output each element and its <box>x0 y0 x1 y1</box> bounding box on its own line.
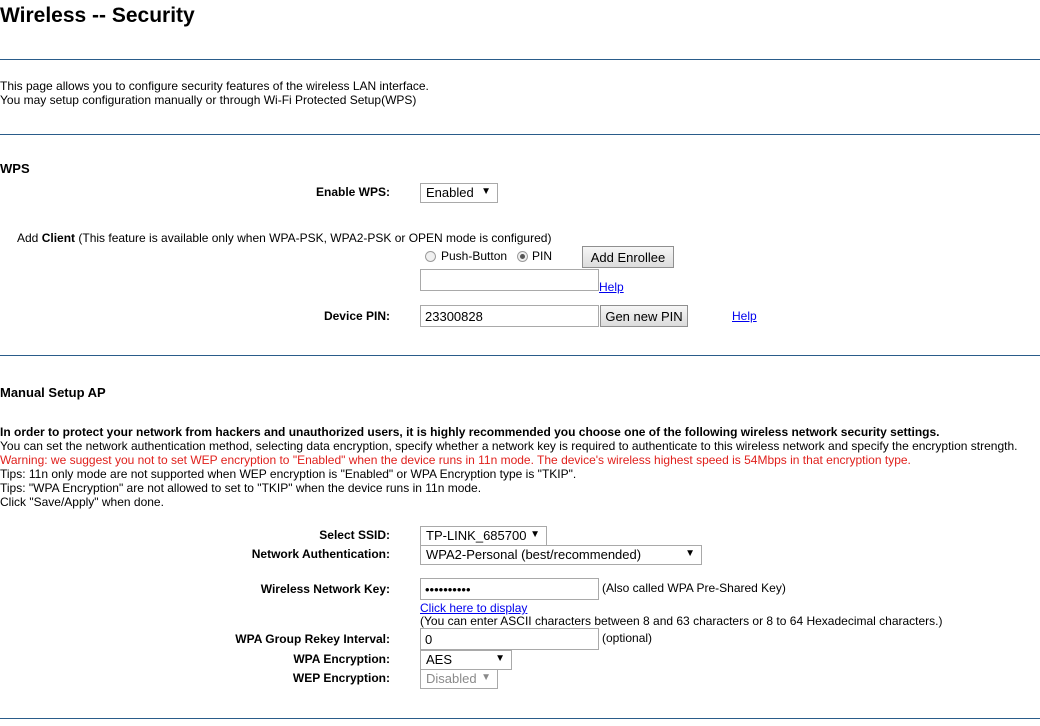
enable-wps-select[interactable] <box>420 183 498 203</box>
wps-heading: WPS <box>0 161 30 176</box>
wep-encryption-value: Disabled <box>426 671 477 686</box>
network-auth-select[interactable] <box>420 545 702 565</box>
help-link-2[interactable]: Help <box>732 309 757 323</box>
device-pin-input[interactable]: 23300828 <box>420 305 599 327</box>
manual-setup-heading: Manual Setup AP <box>0 385 106 400</box>
save-apply-note: Click "Save/Apply" when done. <box>0 495 164 509</box>
network-auth-value: WPA2-Personal (best/recommended) <box>426 547 642 562</box>
page-title: Wireless -- Security <box>0 4 195 27</box>
ssid-value: TP-LINK_685700 <box>426 528 527 543</box>
chevron-down-icon: ▼ <box>481 186 491 197</box>
enrollee-pin-input[interactable] <box>420 269 599 291</box>
pin-label: PIN <box>532 249 553 263</box>
divider <box>0 718 1040 719</box>
push-button-label: Push-Button <box>441 249 508 263</box>
tip-2: Tips: "WPA Encryption" are not allowed to set to "TKIP" when the device runs in 11n mode. <box>0 481 482 495</box>
rekey-optional-note: (optional) <box>602 631 653 645</box>
select-ssid-label: Select SSID: <box>319 528 390 542</box>
ssid-select[interactable] <box>420 526 547 546</box>
rekey-interval-input[interactable]: 0 <box>420 628 599 650</box>
wpa-encryption-value: AES <box>426 652 453 667</box>
network-auth-label: Network Authentication: <box>251 547 390 561</box>
add-enrollee-button[interactable]: Add Enrollee <box>582 246 674 268</box>
intro-line-1: This page allows you to configure security features of the wireless LAN interface. <box>0 79 429 93</box>
wireless-key-label: Wireless Network Key: <box>260 582 390 596</box>
push-button-radio[interactable] <box>425 251 436 262</box>
wpa-encryption-label: WPA Encryption: <box>293 652 390 666</box>
key-length-hint: (You can enter ASCII characters between 8 and 63 characters or 8 to 64 Hexadecimal characters.) <box>420 614 943 628</box>
wep-warning: Warning: we suggest you not to set WEP encryption to "Enabled" when the device runs in 11n mode. The device's wireless highest speed is 54Mbps in that encryption type. <box>0 453 911 467</box>
click-to-display-link[interactable]: Click here to display <box>420 601 528 615</box>
key-note: (Also called WPA Pre-Shared Key) <box>602 581 786 595</box>
intro-line-2: You may setup configuration manually or through Wi-Fi Protected Setup(WPS) <box>0 93 417 107</box>
wpa-encryption-select[interactable] <box>420 650 512 670</box>
add-client-text: Add Client (This feature is available only when WPA-PSK, WPA2-PSK or OPEN mode is configured) <box>17 231 552 245</box>
chevron-down-icon: ▼ <box>481 672 491 683</box>
wireless-key-input[interactable]: •••••••••• <box>420 578 599 600</box>
wep-encryption-label: WEP Encryption: <box>292 671 390 685</box>
enable-wps-value: Enabled <box>426 185 474 200</box>
rekey-interval-label: WPA Group Rekey Interval: <box>235 632 390 646</box>
divider <box>0 59 1040 60</box>
pin-radio[interactable] <box>517 251 528 262</box>
gen-new-pin-button[interactable]: Gen new PIN <box>600 305 688 327</box>
device-pin-label: Device PIN: <box>323 309 390 323</box>
help-link[interactable]: Help <box>599 280 624 294</box>
tip-1: Tips: 11n only mode are not supported when WEP encryption is "Enabled" or WPA Encryption type is "TKIP". <box>0 467 577 481</box>
security-recommendation: In order to protect your network from hackers and unauthorized users, it is highly recommended you choose one of the following wireless network security settings. <box>0 425 940 439</box>
divider <box>0 355 1040 356</box>
divider <box>0 134 1040 135</box>
chevron-down-icon: ▼ <box>530 529 540 540</box>
security-description: You can set the network authentication method, selecting data encryption, specify whether a network key is required to authenticate to this wireless network and specify the encryption strength. <box>0 439 1018 453</box>
chevron-down-icon: ▼ <box>495 653 505 664</box>
chevron-down-icon: ▼ <box>685 548 695 559</box>
enable-wps-label: Enable WPS: <box>315 185 390 199</box>
wep-encryption-select <box>420 669 498 689</box>
